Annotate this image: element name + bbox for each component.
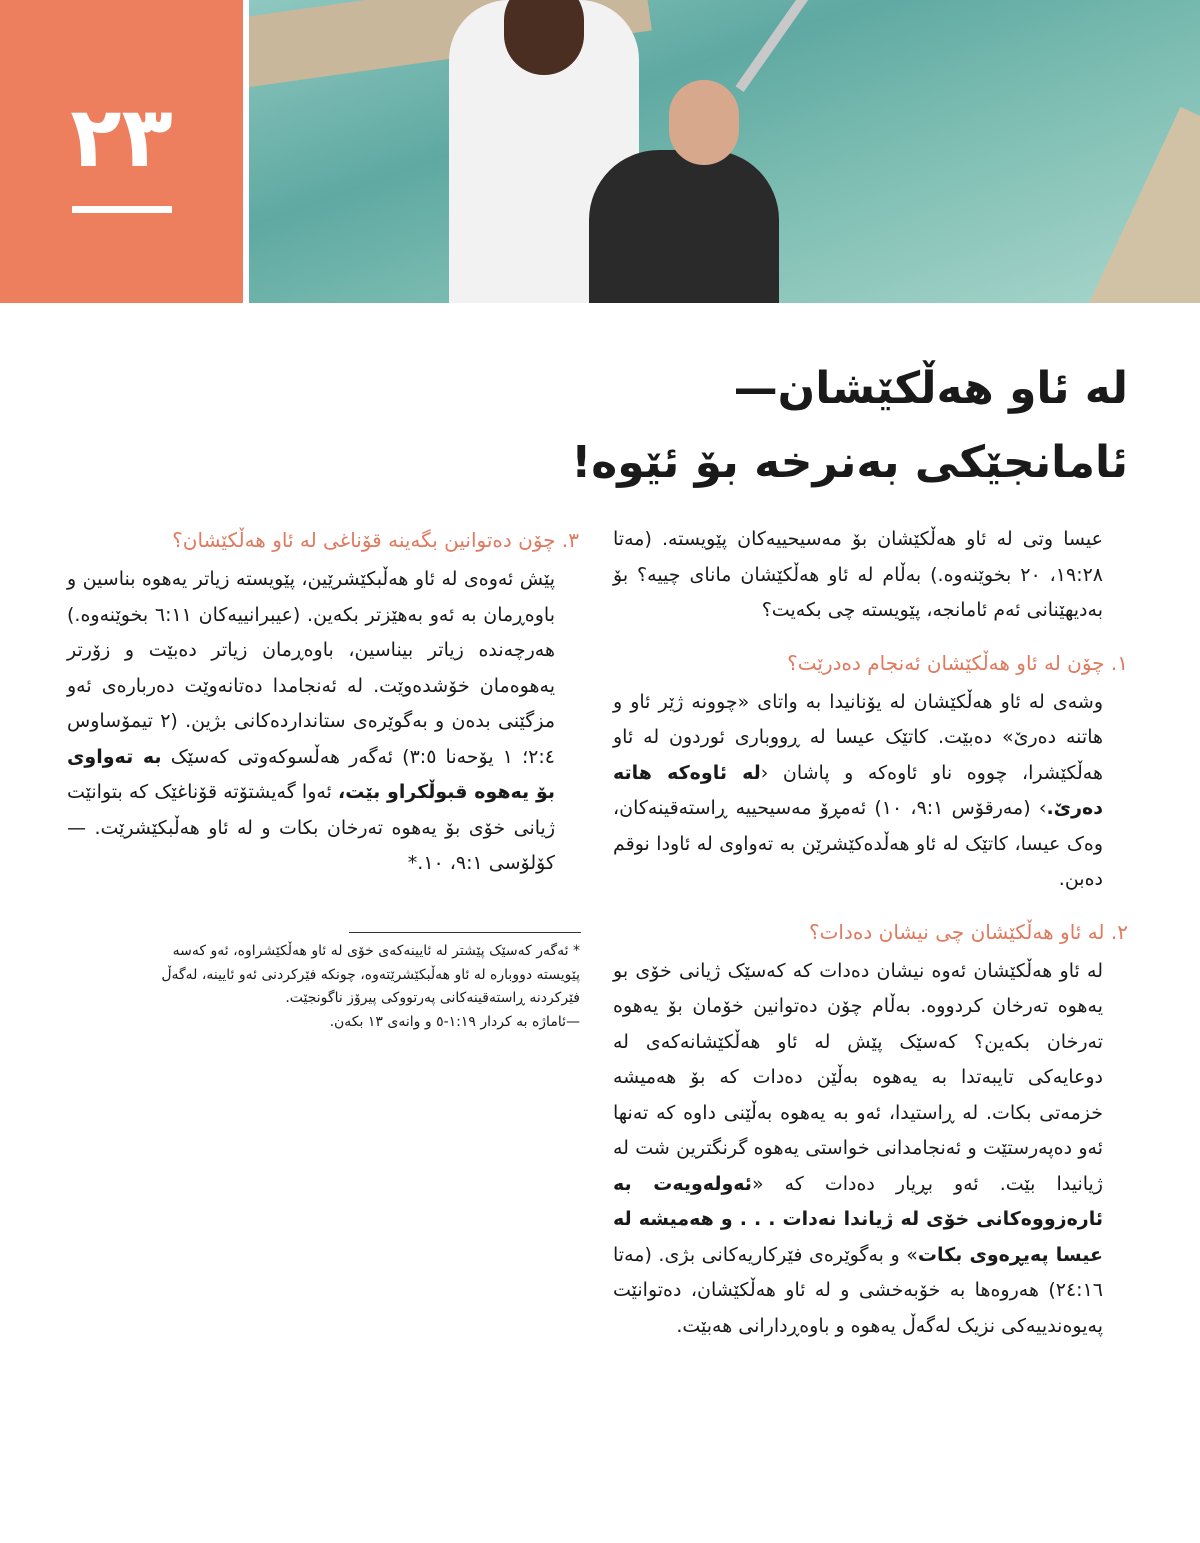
woman-figure	[589, 150, 779, 303]
footnote-text: * ئەگەر کەسێک پێشتر لە ئایینەکەی خۆی لە ئاو هەڵکێشراوە، ئەو کەسە پێویستە دووبارە لە ئاو هەڵبکێشرێتەوە، چونکە فێرکردنی ئەو ئایینە، لەگەڵ فێرکردنە ڕاستەقینەکانی پەرتووکی پیرۆز ناگونجێت.	[161, 943, 580, 1006]
pool-rail	[735, 0, 812, 92]
lesson-number-underline	[72, 206, 172, 213]
body-text: ئەوا گەیشتۆتە قۆناغێک کە بتوانێت ژیانی خۆی بۆ یەهوە تەرخان بکات و لە ئاو هەڵبکێشرێت. —کۆلۆسی ٩:١، ١٠.*	[67, 781, 555, 874]
body-text: › (مەرقۆس ٩:١، ١٠) ئەمڕۆ مەسیحییە ڕاستەقینەکان، وەک عیسا، کاتێک لە ئاو هەڵدەکێشرێن بە تەواوی لە ئاودا نوقم دەبن.	[613, 797, 1103, 890]
lesson-number-block	[0, 0, 243, 303]
left-column	[67, 522, 579, 882]
title-line-2: ئامانجێکی بەنرخە بۆ ئێوە!	[571, 437, 1128, 488]
pool-edge-right	[1071, 107, 1200, 303]
baptism-photo	[249, 0, 1200, 303]
footnote	[135, 940, 580, 1034]
footnote-reference: —ئاماژە بە کردار ١:١٩-٥ و وانەی ١٣ بکەن.	[329, 1013, 580, 1030]
question-2-heading: ٢. لە ئاو هەڵکێشان چی نیشان دەدات؟	[808, 919, 1128, 944]
lesson-number: ٢٣	[70, 88, 173, 186]
question-3-heading: ٣. چۆن دەتوانین بگەینە قۆناغی لە ئاو هەڵکێشان؟	[172, 528, 579, 552]
body-text-bold: لە ئاوەکە هاتە دەرێ.	[613, 761, 1104, 819]
body-text: لە ئاو هەڵکێشان ئەوە نیشان دەدات کە کەسێک ژیانی خۆی بو یەهوە تەرخان کردووە. بەڵام چۆن دەتوانین خۆمان بۆ یەهوە تەرخان بکەین؟ کەسێک پێش لە ئاو هەڵکێشانەکەی لە دوعایەکی تایبەتدا بە یەهوە بەڵێن دەدات کە بۆ هەمیشە خزمەتی بکات. لە ڕاستیدا، ئەو بە یەهوە بەڵێنی داوە کە تەنها ئەو دەپەرستێت و ئەنجامدانی خواستی یەهوە گرنگترین شت لە ژیانیدا بێت. ئەو بڕیار دەدات کە «	[613, 959, 1103, 1195]
right-column	[613, 522, 1128, 1344]
body-text: » و بەگوێرەی فێرکاریەکانی بژی. (مەتا ٢٤:١٦) هەروەها بە خۆبەخشی و لە ئاو هەڵکێشان، دەتوانێت پەیوەندییەکی نزیک لەگەڵ یەهوە و باوەڕدارانی هەبێت.	[613, 1243, 1103, 1337]
question-3-body	[67, 562, 555, 882]
intro-paragraph: عیسا وتی لە ئاو هەڵکێشان بۆ مەسیحییەکان پێویستە. (مەتا ١٩:٢٨، ٢٠ بخوێنەوە.) بەڵام لە ئاو هەڵکێشان مانای چییە؟ بۆ بەدیهێنانی ئەم ئامانجە، پێویستە چی بکەیت؟	[613, 528, 1104, 621]
page-title	[428, 352, 1128, 500]
body-text: پێش ئەوەی لە ئاو هەڵبکێشرێین، پێویستە زیاتر یەهوە بناسین و باوەڕمان بە ئەو بەهێزتر بکەین. (عیبرانییەکان ٦:١١ بخوێنەوە.) هەرچەندە زیاتر بیناسین، باوەڕمان زیاتر دەبێت و زۆرتر یەهوەمان خۆشدەوێت. لە ئەنجامدا دەتانەوێت دەربارەی ئەو مزگێنی بدەن و بەگوێرەی ستانداردەکانی بژین. (٢ تیمۆساوس ٢:٤؛ ١ یۆحەنا ٣:٥) ئەگەر هەڵسوکەوتی کەسێک	[67, 568, 555, 768]
question-1-heading: ١. چۆن لە ئاو هەڵکێشان ئەنجام دەدرێت؟	[787, 650, 1128, 675]
woman-head	[669, 80, 739, 165]
question-2-body	[613, 954, 1103, 1345]
body-text: وشەی لە ئاو هەڵکێشان لە یۆنانیدا بە واتای «چوونە ژێر ئاو و هاتنە دەرێ» دەبێت. کاتێک عیسا لە ڕووباری ئوردون لە ئاو هەڵکێشرا، چووە ناو ئاوەکە و پاشان ‹	[613, 690, 1104, 784]
question-1-body	[613, 685, 1103, 898]
body-text-bold: ئەولەویەت بە ئارەزووەکانی خۆی لە ژیاندا نەدات . . . و هەمیشە لە عیسا پەیڕەوی بکات	[613, 1172, 1103, 1266]
body-text-bold: بە تەواوی بۆ یەهوە قبوڵکراو بێت،	[67, 745, 555, 803]
footnote-divider	[349, 932, 581, 933]
title-line-1: لە ئاو هەڵکێشان—	[733, 363, 1128, 414]
